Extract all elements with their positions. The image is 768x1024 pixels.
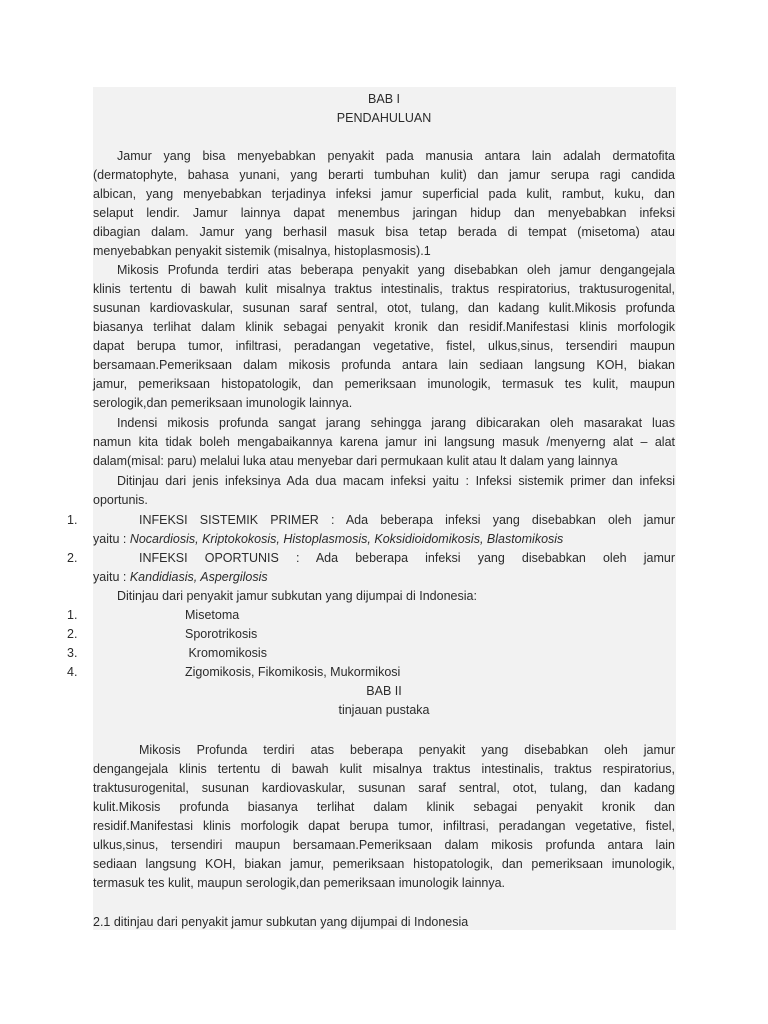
paragraph-line: susunan kardiovaskular, susunan saraf sentral, otot, tulang, dan kadang kulit.Mikosis profunda xyxy=(93,301,675,315)
paragraph-line: selaput lendir. Jamur lainnya dapat menembus jaringan hidup dan menyebabkan infeksi xyxy=(93,206,675,220)
paragraph-line: traktusurogenital, susunan kardiovaskular, susunan saraf sentral, otot, tulang, dan kadang xyxy=(93,781,675,795)
chapter-heading: BAB I xyxy=(368,92,400,106)
paragraph-line: sediaan langsung KOH, biakan jamur, pemeriksaan histopatologik, dan pemeriksaan imunologik, xyxy=(93,857,675,871)
chapter-heading: BAB II xyxy=(366,684,402,698)
paragraph-line: serologik,dan pemeriksaan imunologik lainnya. xyxy=(93,396,353,410)
paragraph-line: termasuk tes kulit, maupun serologik,dan pemeriksaan imunologik lainnya. xyxy=(93,876,506,890)
list-number: 1. xyxy=(67,608,78,622)
list-number: 3. xyxy=(67,646,78,660)
paragraph-line: jamur, pemeriksaan histopatologik, dan pemeriksaan imunologik, termasuk tes kulit, maupun xyxy=(93,377,675,391)
paragraph-line: residif.Manifestasi klinis morfologik dapat berupa tumor, infiltrasi, peradangan vegetative, fistel, xyxy=(93,819,675,833)
list-item-line: yaitu : Nocardiosis, Kriptokokosis, Histoplasmosis, Koksidioidomikosis, Blastomikosis xyxy=(93,532,564,546)
list-item-label: Misetoma xyxy=(185,608,240,622)
paragraph-line: namun kita tidak boleh mengabaikannya karena jamur ini langsung masuk /menyerng alat – alat xyxy=(93,435,675,449)
paragraph-line: biasanya terlihat dalam klinik sebagai penyakit kronik dan residif.Manifestasi klinis morfologik xyxy=(93,320,675,334)
paragraph-line: Mikosis Profunda terdiri atas beberapa penyakit yang disebabkan oleh jamur xyxy=(139,743,675,757)
paragraph-line: oportunis. xyxy=(93,493,148,507)
list-number: 4. xyxy=(67,665,78,679)
paragraph-line: ulkus,sinus, tersendiri maupun bersamaan.Pemeriksaan dalam mikosis profunda antara lain xyxy=(93,838,675,852)
paragraph-line: menyebabkan penyakit sistemik (misalnya, histoplasmosis).1 xyxy=(93,244,431,258)
italic-species: Nocardiosis, Kriptokokosis, Histoplasmosis, Koksidioidomikosis, Blastomikosis xyxy=(129,532,564,546)
paragraph-line: Ditinjau dari jenis infeksinya Ada dua macam infeksi yaitu : Infeksi sistemik primer dan infeksi xyxy=(117,474,675,488)
list-number: 1. xyxy=(67,513,78,527)
chapter-subheading: PENDAHULUAN xyxy=(336,111,432,125)
paragraph-line: kulit.Mikosis profunda biasanya terlihat dalam klinik sebagai penyakit kronik dan xyxy=(93,800,675,814)
paragraph-line: dalam(misal: paru) melalui luka atau menyebar dari permukaan kulit atau lt dalam yang lainnya xyxy=(93,454,618,468)
paragraph-line: Mikosis Profunda terdiri atas beberapa penyakit yang disebabkan oleh jamur dengangejala xyxy=(117,263,675,277)
list-item-line: INFEKSI SISTEMIK PRIMER : Ada beberapa infeksi yang disebabkan oleh jamur xyxy=(139,513,675,527)
paragraph-line: albican, yang menyebabkan terjadinya infeksi jamur superficial pada kulit, rambut, kuku, dan xyxy=(93,187,675,201)
paragraph-line: Ditinjau dari penyakit jamur subkutan yang dijumpai di Indonesia: xyxy=(117,589,477,603)
list-item-line: INFEKSI OPORTUNIS : Ada beberapa infeksi yang disebabkan oleh jamur xyxy=(139,551,675,565)
list-item-line: yaitu : Kandidiasis, Aspergilosis xyxy=(93,570,268,584)
list-item-label: Zigomikosis, Fikomikosis, Mukormikosi xyxy=(185,665,401,679)
italic-species: Kandidiasis, Aspergilosis xyxy=(129,570,268,584)
paragraph-line: dapat berupa tumor, infiltrasi, peradangan vegetative, fistel, ulkus,sinus, tersendiri maupun xyxy=(93,339,675,353)
chapter-subheading: tinjauan pustaka xyxy=(338,703,430,717)
list-item-label: Kromomikosis xyxy=(185,646,267,660)
paragraph-line: dengangejala klinis tertentu di bawah kulit misalnya traktus intestinalis, traktus respiratorius, xyxy=(93,762,675,776)
list-number: 2. xyxy=(67,627,78,641)
paragraph-line: klinis tertentu di bawah kulit misalnya traktus intestinalis, traktus respiratorius, traktusurogenital, xyxy=(93,282,675,296)
paragraph-line: bersamaan.Pemeriksaan dalam mikosis profunda antara lain sediaan langsung KOH, biakan xyxy=(93,358,675,372)
list-number: 2. xyxy=(67,551,78,565)
list-item-label: Sporotrikosis xyxy=(185,627,258,641)
paragraph-line: dibagian dalam. Jamur yang berhasil masuk bisa tetap berada di tempat (misetoma) atau xyxy=(93,225,675,239)
paragraph-line: Indensi mikosis profunda sangat jarang sehingga jarang dibicarakan oleh masarakat luas xyxy=(117,416,675,430)
paragraph-line: (dermatophyte, bahasa yunani, yang berarti tumbuhan kulit) dan jamur serupa ragi candida xyxy=(93,168,675,182)
paragraph-line: Jamur yang bisa menyebabkan penyakit pada manusia antara lain adalah dermatofita xyxy=(117,149,675,163)
section-title: 2.1 ditinjau dari penyakit jamur subkutan yang dijumpai di Indonesia xyxy=(93,915,469,929)
